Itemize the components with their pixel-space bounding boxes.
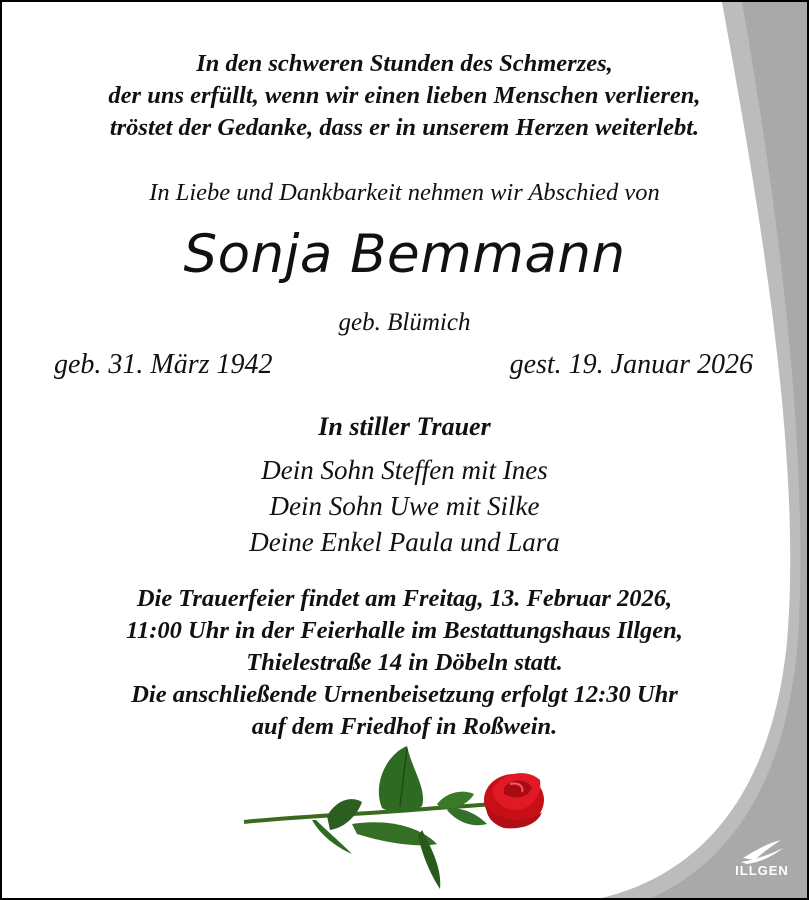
mourners-heading: In stiller Trauer — [318, 412, 491, 441]
motto-line: der uns erfüllt, wenn wir einen lieben Menschen verlieren, — [108, 82, 701, 109]
service-line: auf dem Friedhof in Roßwein. — [251, 713, 558, 740]
service-line: Die anschließende Urnenbeisetzung erfolgt 12:30 Uhr — [131, 681, 678, 708]
logo-text: ILLGEN — [735, 863, 789, 878]
mourner-line: Dein Sohn Steffen mit Ines — [261, 455, 548, 485]
mourner-line: Deine Enkel Paula und Lara — [249, 527, 560, 557]
motto-line: tröstet der Gedanke, dass er in unserem Herzen weiterlebt. — [109, 114, 700, 141]
service-info — [2, 583, 807, 743]
motto-text — [2, 48, 807, 144]
service-line: 11:00 Uhr in der Feierhalle im Bestattungshaus Illgen, — [126, 617, 683, 644]
mourner-line: Dein Sohn Uwe mit Silke — [269, 491, 540, 521]
service-line: Thielestraße 14 in Döbeln statt. — [246, 649, 563, 676]
maiden-name: geb. Blümich — [338, 309, 471, 336]
deceased-name: Sonja Bemmann — [183, 224, 626, 285]
illgen-swoosh-icon — [739, 834, 785, 864]
intro-text: In Liebe und Dankbarkeit nehmen wir Abschied von — [149, 179, 660, 206]
illgen-logo — [727, 834, 797, 890]
red-rose-icon — [242, 744, 552, 894]
death-date: gest. 19. Januar 2026 — [509, 349, 753, 380]
service-line: Die Trauerfeier findet am Freitag, 13. Februar 2026, — [136, 585, 673, 612]
mourners-list — [2, 452, 807, 560]
motto-line: In den schweren Stunden des Schmerzes, — [196, 50, 613, 77]
birth-date: geb. 31. März 1942 — [54, 349, 273, 380]
